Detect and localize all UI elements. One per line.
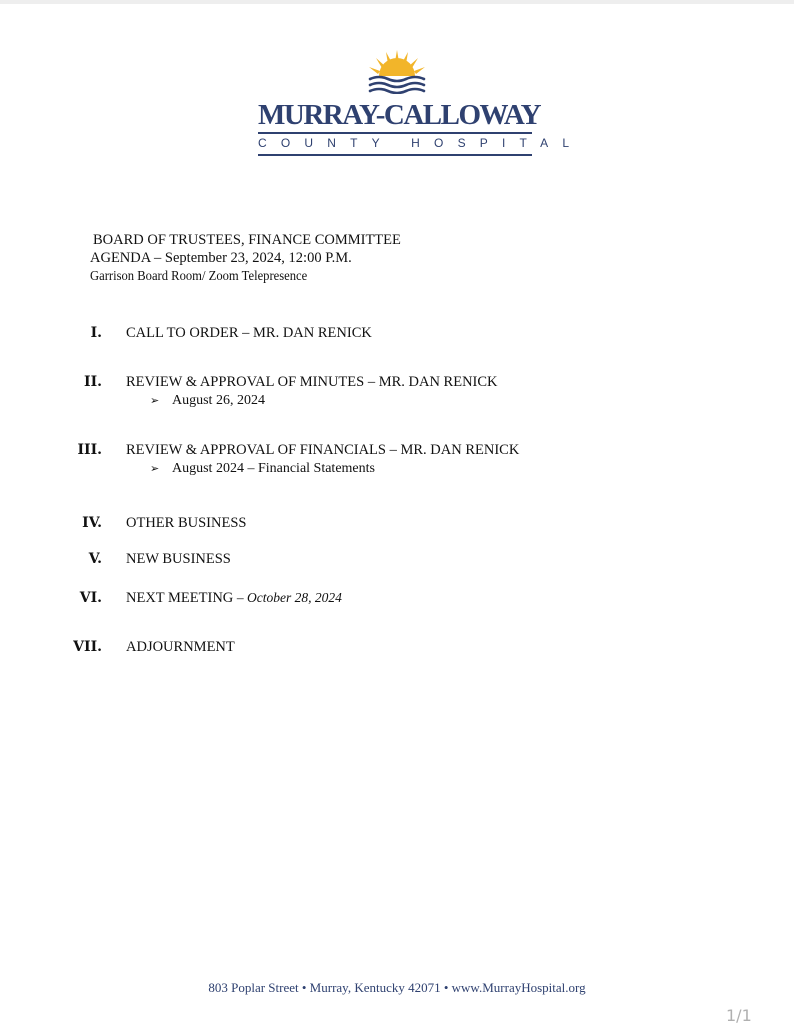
- agenda-number: III.: [77, 442, 102, 458]
- agenda-number: II.: [84, 374, 102, 390]
- agenda-item: REVIEW & APPROVAL OF MINUTES – MR. DAN RENICK: [126, 374, 498, 390]
- logo-subtitle: COUNTY HOSPITAL: [258, 136, 584, 150]
- logo-name: MURRAY-CALLOWAY: [258, 99, 541, 131]
- arrow-bullet-icon: ➢: [150, 394, 160, 407]
- logo-divider: [258, 132, 532, 134]
- subitem-text: August 26, 2024: [172, 393, 265, 408]
- agenda-number: IV.: [82, 515, 102, 531]
- agenda-item: NEW BUSINESS: [126, 551, 231, 567]
- agenda-subitem: [150, 461, 375, 477]
- agenda-subitem: [150, 393, 265, 409]
- agenda-number: V.: [88, 551, 102, 567]
- subitem-text: August 2024 – Financial Statements: [172, 461, 375, 476]
- agenda-item: REVIEW & APPROVAL OF FINANCIALS – MR. DAN RENICK: [126, 442, 520, 458]
- committee-title: BOARD OF TRUSTEES, FINANCE COMMITTEE: [93, 232, 401, 248]
- logo-divider-bottom: [258, 154, 532, 156]
- agenda-date: AGENDA – September 23, 2024, 12:00 P.M.: [90, 250, 352, 266]
- meeting-venue: Garrison Board Room/ Zoom Telepresence: [90, 269, 308, 284]
- sun-waves-icon: [362, 48, 432, 94]
- page-footer: 803 Poplar Street • Murray, Kentucky 42071 • www.MurrayHospital.org: [208, 980, 586, 995]
- agenda-item: [126, 590, 342, 607]
- hospital-logo: [258, 48, 584, 158]
- agenda-item: OTHER BUSINESS: [126, 515, 247, 531]
- agenda-number: VI.: [79, 590, 102, 606]
- next-meeting-date: – October 28, 2024: [236, 590, 342, 605]
- agenda-number: VII.: [73, 639, 102, 655]
- agenda-item: CALL TO ORDER – MR. DAN RENICK: [126, 325, 372, 341]
- agenda-number: I.: [90, 325, 102, 341]
- agenda-item: ADJOURNMENT: [126, 639, 235, 655]
- arrow-bullet-icon: ➢: [150, 462, 160, 475]
- viewer-top-bar: [0, 0, 794, 4]
- next-meeting-label: NEXT MEETING: [126, 590, 234, 606]
- page-indicator: 1/1: [726, 1006, 752, 1025]
